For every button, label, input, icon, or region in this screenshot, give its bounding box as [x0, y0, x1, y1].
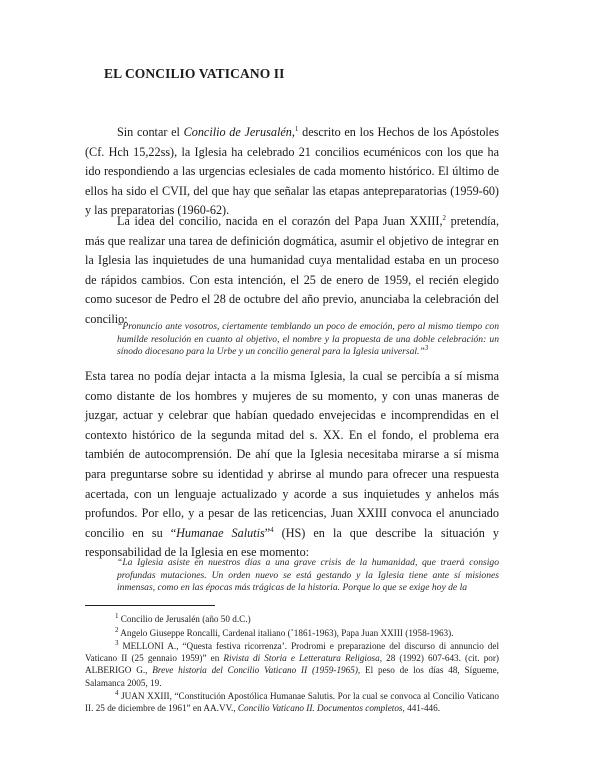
footnote-1-number: 1 — [115, 611, 119, 620]
p2-text-a: La idea del concilio, nacida en el corazón del Papa Juan XXIII, — [117, 214, 443, 228]
p3-text-b: ” — [264, 525, 271, 540]
footnote-2-text: Angelo Giuseppe Roncalli, Cardenal italiano (˚1861-1963), Papa Juan XXIII (1958-1963). — [118, 628, 454, 638]
p1-text-b: descrito en los Hechos de los Apóstoles (Cf. Hch 15,22ss), la Iglesia ha celebrado 21 concilios ecuménicos con los que ha ido respondiendo a las urgencias eclesiales de cada momento histórico. El último de ellos ha sido el CVII, del que hay que señalar las etapas antepreparatorias (1959-60) y las preparatorias (1960-62). — [85, 125, 499, 218]
quote-2-text: “La Iglesia asiste en nuestros días a una grave crisis de la humanidad, que traerá consigo profundas mutaciones. Un orden nuevo se está gestando y la Iglesia tiene ante sí misiones inmensas, como en las épocas más trágicas de la historia. Porque lo que se exige hoy de la — [117, 557, 499, 594]
footnote-3-number: 3 — [115, 638, 119, 647]
paragraph-intro — [85, 123, 499, 221]
footnote-1-text: Concilio de Jerusalén (año 50 d.C.) — [118, 614, 251, 624]
footnote-3 — [85, 640, 499, 689]
p3-text-c: (HS) en la que describe la situación y responsabilidad de la Iglesia en ese momento: — [85, 525, 499, 560]
footnote-4-text-b: , 441-446. — [402, 703, 441, 714]
paragraph-idea — [85, 212, 499, 330]
footnote-3-text-a: MELLONI A., “Questa festiva ricorrenza’. Prodromi e preparazione del discurso di annuncio del Vaticano II (25 gennaio 1959)” en — [85, 641, 499, 664]
footnote-1 — [85, 613, 499, 625]
footnote-ref-3[interactable]: 3 — [424, 344, 429, 352]
footnote-3-book: Breve historia del Concilio Vaticano II (1959-1965) — [152, 665, 358, 676]
p3-italic: Humanae Salutis — [176, 525, 265, 540]
quote-humanae-salutis — [117, 557, 499, 595]
quote-announcement — [117, 321, 499, 359]
p1-italic: Concilio de Jerusalén, — [183, 125, 295, 139]
paragraph-task — [85, 367, 499, 563]
footnote-2-number: 2 — [115, 625, 119, 634]
footnote-4 — [85, 690, 499, 714]
footnote-ref-1[interactable]: 1 — [294, 124, 299, 133]
footnote-separator — [85, 605, 215, 606]
section-title: EL CONCILIO VATICANO II — [104, 66, 285, 81]
quote-1-text: “Pronuncio ante vosotros, ciertamente temblando un poco de emoción, pero al mismo tiempo con humilde resolución en cuanto al objetivo, el nombre y la propuesta de una doble celebración: un sínodo diocesano para la Urbe y un concilio general para la Iglesia universal.” — [117, 321, 499, 358]
footnote-3-journal: Rivista di Storia e Letteratura Religiosa — [223, 653, 380, 664]
footnote-2 — [85, 627, 499, 639]
p2-text-b: pretendía, más que realizar una tarea de definición dogmática, asumir el objetivo de integrar en la Iglesia las inquietudes de una humanidad cuya mentalidad estaba en un proceso de rápidos cambios. Con esta intención, el 25 de enero de 1959, el recién elegido como sucesor de Pedro el 28 de octubre del año previo, anunciaba la celebración del concilio: — [85, 214, 499, 326]
footnote-3-text-b: , 28 (1992) 607-643. (cit. por) ALBERIGO G., — [85, 653, 499, 676]
footnote-3-text-c: , El peso de los días 48, Sígueme, Salamanca 2005, 19. — [85, 665, 499, 688]
footnote-ref-2[interactable]: 2 — [442, 213, 446, 222]
footnote-4-number: 4 — [115, 688, 119, 697]
p1-text-a: Sin contar el — [117, 125, 184, 139]
footnote-4-book: Concilio Vaticano II. Documentos completos — [237, 703, 403, 714]
footnote-ref-4[interactable]: 4 — [270, 525, 274, 534]
p3-text-a: Esta tarea no podía dejar intacta a la misma Iglesia, la cual se percibía a sí misma como distante de los hombres y mujeres de su momento, y con unas maneras de juzgar, actuar y celebrar que habían quedado envejecidas e incomprendidas en el contexto histórico de la segunda mitad del s. XX. En el fondo, el problema era también de autocomprensión. De ahí que la Iglesia necesitaba mirarse a sí misma para preguntarse sobre su identidad y abrirse al mundo para ofrecer una respuesta acertada, con un lenguaje actualizado y acorde a sus inquietudes y anhelos más profundos. Por ello, y a pesar de las reticencias, Juan XXIII convoca el anunciado concilio en su “ — [85, 369, 499, 540]
footnote-4-text-a: JUAN XXIII, “Constitución Apostólica Humanae Salutis. Por la cual se convoca al Concilio Vaticano II. 25 de diciembre de 1961” en AA.VV., — [85, 691, 499, 714]
